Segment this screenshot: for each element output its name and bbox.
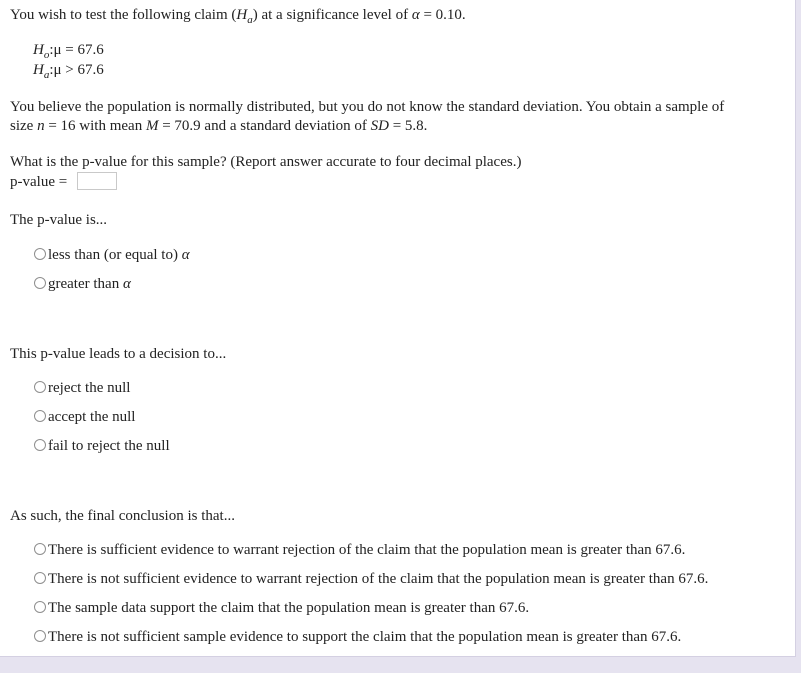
- ha-hyp-subscript: a: [43, 69, 50, 81]
- info-mean-label: = 16 with mean: [44, 118, 146, 134]
- conclusion-4-label: There is not sufficient sample evidence to support the claim that the population mean is greater than 67.6.: [48, 629, 682, 645]
- pvalue-prompt: What is the p-value for this sample? (Report answer accurate to four decimal places.): [10, 154, 522, 170]
- radio-conclusion-4[interactable]: [34, 630, 46, 642]
- alpha-symbol-less: α: [181, 247, 190, 263]
- accept-null-label: accept the null: [48, 409, 136, 425]
- h0-subscript: o: [43, 49, 50, 61]
- conclusion-3-label: The sample data support the claim that the population mean is greater than 67.6.: [48, 600, 530, 616]
- ha-symbol: H: [236, 7, 248, 23]
- option-conclusion-1[interactable]: [34, 541, 685, 559]
- sample-info-line2: [10, 117, 427, 135]
- option-fail-to-reject-null[interactable]: [34, 437, 170, 455]
- radio-accept-null[interactable]: [34, 410, 46, 422]
- intro-text: [10, 6, 466, 29]
- alpha-symbol: α: [411, 7, 420, 23]
- option-accept-null[interactable]: [34, 408, 135, 426]
- conclusion-prompt: As such, the final conclusion is that...: [10, 508, 235, 524]
- intro-alpha-value: = 0.10.: [419, 7, 466, 23]
- radio-conclusion-3[interactable]: [34, 601, 46, 613]
- greater-than-label: greater than: [48, 276, 123, 292]
- option-greater-than-alpha[interactable]: [34, 275, 131, 293]
- radio-conclusion-2[interactable]: [34, 572, 46, 584]
- radio-greater-than-alpha[interactable]: [34, 277, 46, 289]
- radio-less-than-alpha[interactable]: [34, 248, 46, 260]
- conclusion-1-label: There is sufficient evidence to warrant rejection of the claim that the population mean is greater than 67.6.: [48, 542, 686, 558]
- radio-conclusion-1[interactable]: [34, 543, 46, 555]
- h0-statement: :μ = 67.6: [49, 42, 104, 58]
- info-size-label: size: [10, 118, 38, 134]
- less-than-label: less than (or equal to): [48, 247, 182, 263]
- ha-statement: :μ > 67.6: [49, 62, 104, 78]
- reject-null-label: reject the null: [48, 380, 131, 396]
- ha-subscript: a: [247, 14, 253, 26]
- sample-info-line1: You believe the population is normally distributed, but you do not know the standard deviation. You obtain a sample of: [10, 99, 725, 115]
- n-symbol: n: [37, 118, 45, 134]
- fail-to-reject-label: fail to reject the null: [48, 438, 170, 454]
- option-conclusion-4[interactable]: [34, 628, 681, 646]
- decision-prompt: This p-value leads to a decision to...: [10, 346, 227, 362]
- sd-symbol: SD: [370, 118, 389, 134]
- conclusion-2-label: There is not sufficient evidence to warrant rejection of the claim that the population mean is greater than 67.6.: [48, 571, 709, 587]
- intro-mid: ) at a significance level of: [252, 7, 412, 23]
- alpha-symbol-greater: α: [122, 276, 131, 292]
- ha-hyp-symbol: H: [33, 62, 44, 78]
- pvalue-label: p-value =: [10, 174, 68, 190]
- option-reject-null[interactable]: [34, 379, 130, 397]
- option-less-than-alpha[interactable]: [34, 246, 190, 264]
- info-sd-value: = 5.8.: [388, 118, 428, 134]
- alternative-hypothesis: [33, 61, 104, 84]
- radio-fail-to-reject-null[interactable]: [34, 439, 46, 451]
- option-conclusion-2[interactable]: [34, 570, 708, 588]
- intro-prefix: You wish to test the following claim (: [10, 7, 237, 23]
- info-sd-label: = 70.9 and a standard deviation of: [158, 118, 371, 134]
- radio-reject-null[interactable]: [34, 381, 46, 393]
- m-symbol: M: [145, 118, 159, 134]
- pvalue-comparison-prompt: The p-value is...: [10, 212, 108, 228]
- h0-symbol: H: [33, 42, 44, 58]
- pvalue-input[interactable]: [77, 172, 117, 190]
- option-conclusion-3[interactable]: [34, 599, 529, 617]
